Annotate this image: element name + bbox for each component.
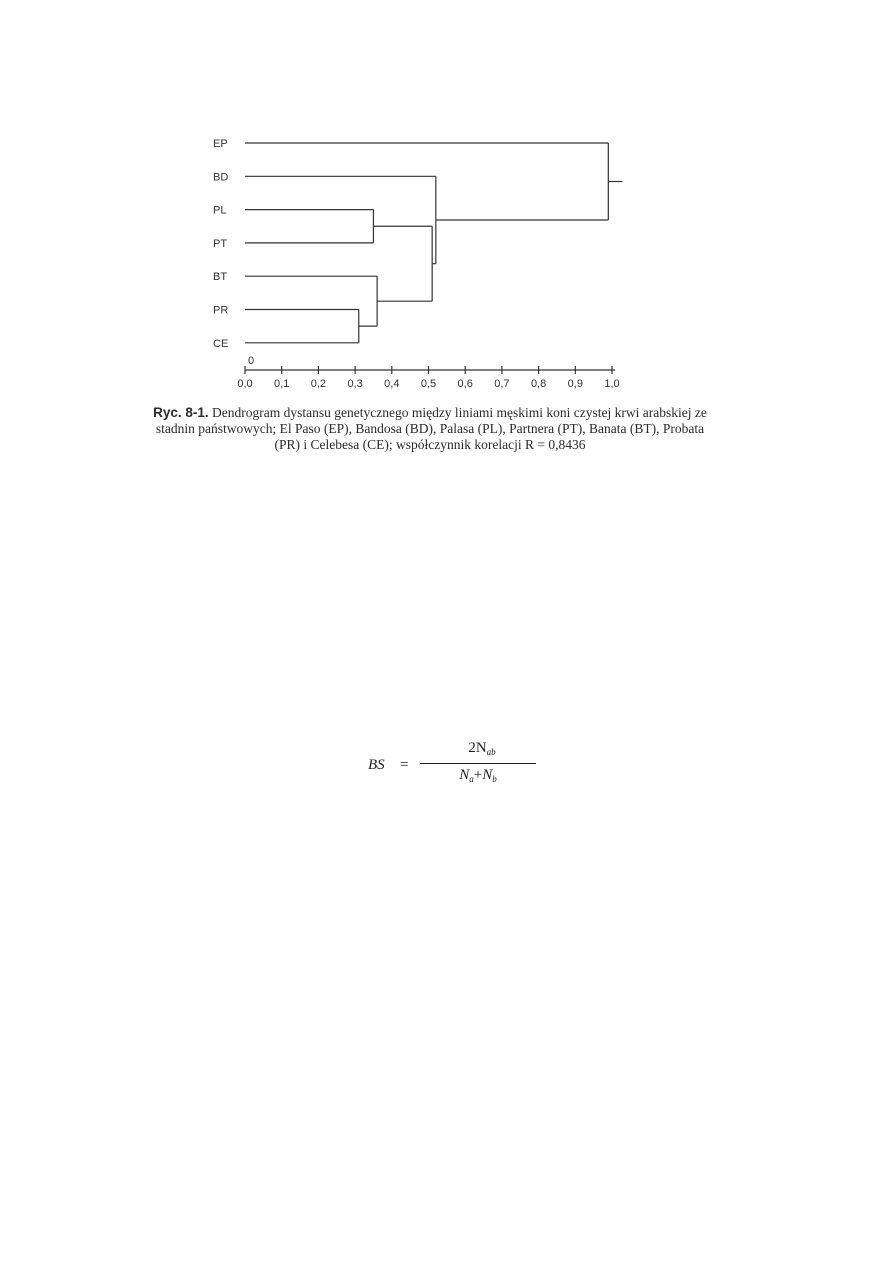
denominator-a-subscript: a [469,774,474,784]
axis-tick-label-0: 0,0 [237,378,253,390]
denominator-a: N [459,767,470,783]
dendrogram [0,0,893,400]
dendrogram-branches [245,143,622,343]
leaf-label-bt: BT [213,271,228,284]
formula-numerator [442,740,522,757]
denominator-b: N [482,767,493,783]
leaf-label-ep: EP [213,138,228,150]
fraction-bar [420,763,536,764]
axis-tick-label-3: 0,3 [347,378,363,390]
axis-tick-label-1: 0,1 [274,378,290,390]
formula-denominator [418,767,538,784]
caption-label: Ryc. 8-1. [153,405,209,420]
leaf-label-bd: BD [213,171,229,184]
axis-tick-label-7: 0,7 [494,378,510,390]
formula-equals: = [400,757,409,773]
leaf-labels [213,138,228,350]
numerator-term: 2N [468,740,487,756]
distance-axis [245,355,615,370]
denominator-plus: + [473,767,483,783]
caption-text: Dendrogram dystansu genetycznego między liniami męskimi koni czystej krwi arabskiej ze stadnin państwowych; El Paso (EP), Bandosa (BD), Palasa (PL), Partnera (PT), Banata (BT), Probata (PR) i Celebesa (CE); współczynnik korelacji R = 0,8436 [155,405,707,452]
axis-tick-label-5: 0,5 [420,378,437,390]
formula-lhs: BS [368,757,385,773]
leaf-label-pr: PR [213,304,229,317]
bs-formula [360,740,540,790]
leaf-label-pt: PT [213,237,228,250]
numerator-subscript: ab [486,747,496,757]
axis-tick-label-8: 0,8 [530,378,547,390]
denominator-b-subscript: b [492,774,497,784]
axis-tick-label-10: 1,0 [604,378,620,390]
axis-tick-label-6: 0,6 [457,378,473,390]
axis-tick-label-2: 0,2 [310,378,327,390]
axis-origin-label: 0 [248,355,255,367]
leaf-label-ce: CE [213,337,229,350]
leaf-label-pl: PL [213,204,227,217]
figure-caption [150,405,710,453]
axis-tick-label-9: 0,9 [567,378,583,390]
axis-tick-label-4: 0,4 [384,378,400,390]
